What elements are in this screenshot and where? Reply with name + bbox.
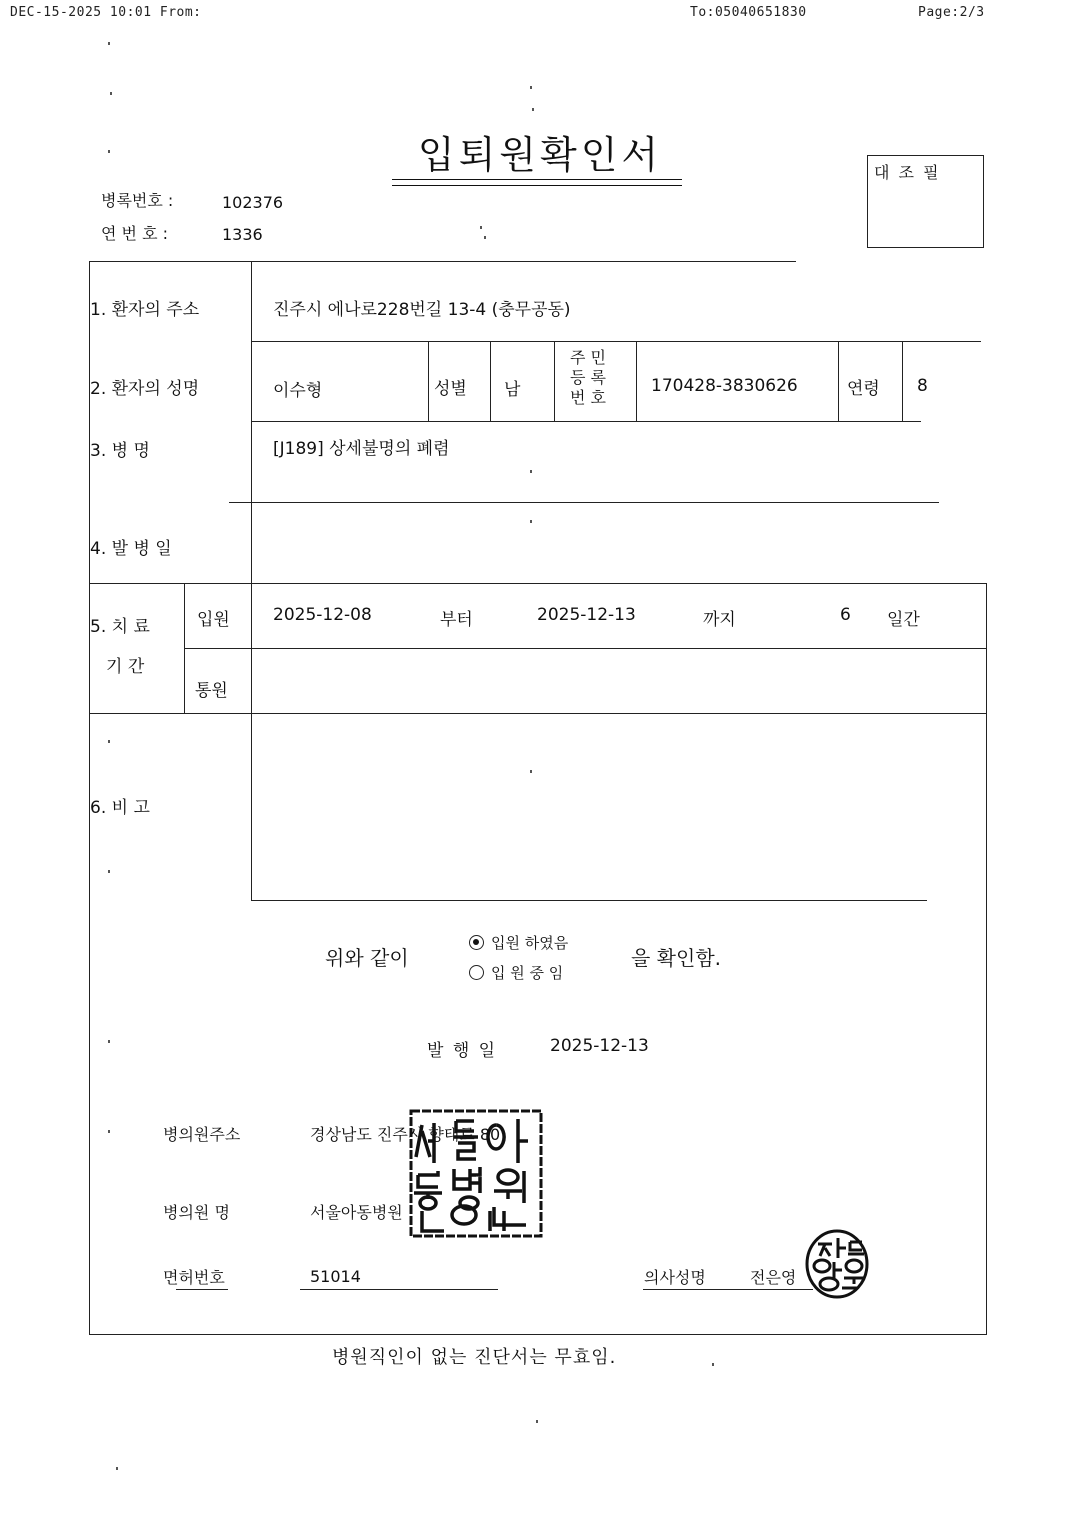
record-number-label: 병록번호 : [101,191,174,210]
from-word: 부터 [440,610,473,630]
serial-number-label: 연 번 호 : [101,224,169,243]
remarks-label: 6. 비 고 [90,798,150,818]
verification-label: 대 조 필 [874,163,941,182]
outpatient-label: 통원 [195,681,228,701]
rrn-value: 170428-3830626 [651,376,798,396]
inpatient-label: 입원 [197,610,230,630]
discharge-date: 2025-12-13 [537,605,636,625]
treatment-label: 5. 치 료 [90,617,150,637]
patient-name: 이수형 [273,381,323,401]
issue-date: 2025-12-13 [550,1036,649,1056]
title-underline-2 [392,185,682,186]
serial-number: 1336 [222,225,263,244]
address-value: 진주시 에나로228번길 13-4 (충무공동) [273,300,571,320]
age-value: 8 [917,376,928,396]
disease-value: [J189] 상세불명의 폐렴 [273,439,450,459]
confirm-suffix: 을 확인함. [631,946,721,970]
sex-value: 남 [504,380,521,400]
sex-label: 성별 [434,379,467,399]
radio-admitted-checked [469,935,484,950]
disease-label: 3. 병 명 [90,441,150,461]
license-number: 51014 [310,1267,361,1286]
hospital-address: 경상남도 진주시 향태로 80 [310,1125,501,1144]
doctor-name: 전은영 [750,1268,797,1287]
patient-name-label: 2. 환자의 성명 [90,379,200,399]
svg-text:서울아동병원: 서울아동병원 [476,1177,482,1178]
doctor-seal-icon [804,1228,870,1300]
fax-header-to: To:05040651830 [690,5,807,20]
option-admitted: 입원 하였음 [491,934,569,952]
footer-note: 병원직인이 없는 진단서는 무효임. [332,1347,617,1368]
rrn-label: 주 민 등 록 번 호 [570,348,606,407]
hospital-address-label: 병의원주소 [163,1125,241,1144]
license-label: 면허번호 [163,1268,225,1287]
radio-in-hospital [469,965,484,980]
fax-header-date-from: DEC-15-2025 10:01 From: [10,5,202,20]
days-count: 6 [840,605,851,625]
address-label: 1. 환자의 주소 [90,300,200,320]
to-word: 까지 [703,610,736,630]
issue-date-label: 발 행 일 [427,1041,498,1061]
confirm-prefix: 위와 같이 [325,946,409,970]
onset-label: 4. 발 병 일 [90,539,172,559]
fax-header-page: Page:2/3 [918,5,985,20]
title-underline-1 [392,179,682,180]
admission-date: 2025-12-08 [273,605,372,625]
option-in-hospital: 입 원 중 임 [491,964,564,982]
doctor-label: 의사성명 [644,1268,706,1287]
hospital-name: 서울아동병원 [310,1203,403,1222]
treatment-period-label: 기 간 [106,657,145,677]
age-label: 연령 [847,379,880,399]
document-title: 입퇴원확인서 [417,133,663,177]
hospital-name-label: 병의원 명 [163,1203,230,1222]
svg-text:전은영: 전은영 [837,1264,840,1265]
days-unit: 일간 [887,610,920,630]
record-number: 102376 [222,193,284,212]
hospital-stamp-icon [408,1107,544,1240]
